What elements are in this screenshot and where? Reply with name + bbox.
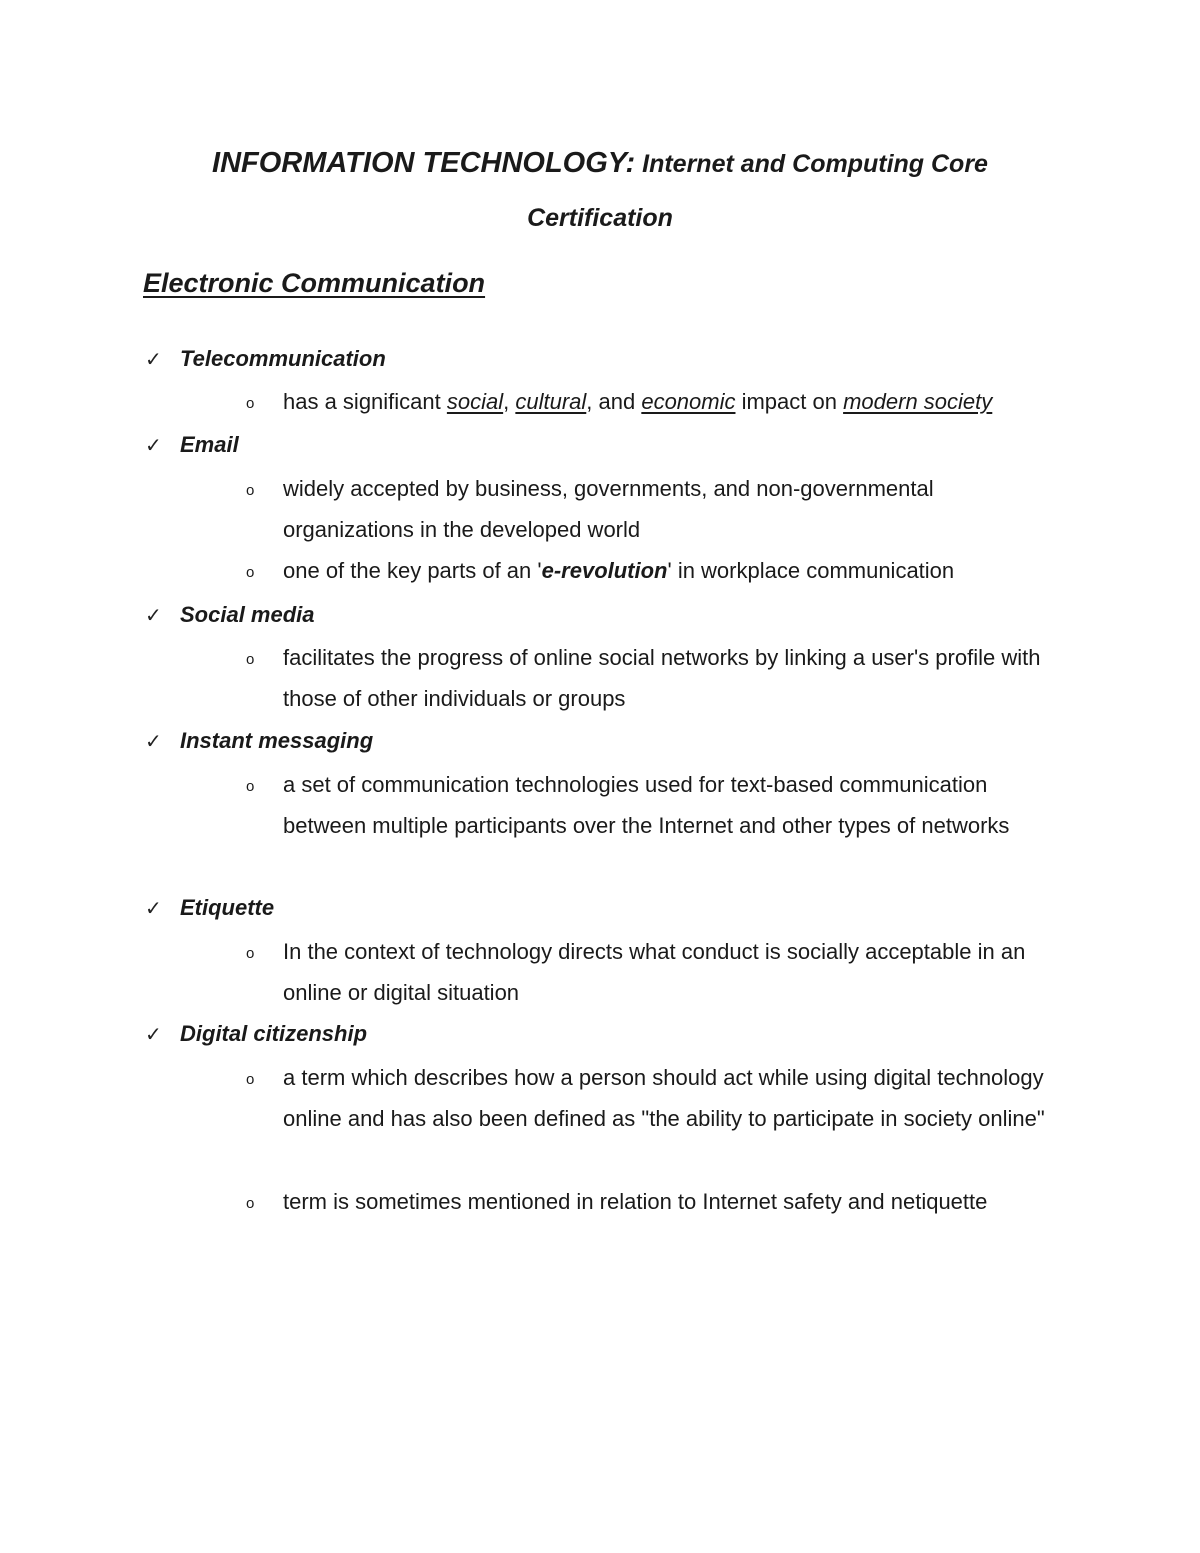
sub-item-text: a set of communication technologies used for text-based communication between multiple participants over the Internet and other types of networks (283, 772, 1010, 838)
item-label: Social media (180, 602, 315, 627)
sub-item-text: a term which describes how a person should act while using digital technology online and has also been defined as "the ability to participate in society online" (283, 1065, 1045, 1131)
title-main: INFORMATION TECHNOLOGY: (212, 147, 636, 179)
checkmark-icon: ✓ (145, 729, 162, 753)
circle-bullet-icon: o (246, 482, 255, 499)
section-heading: Electronic Communication (143, 268, 486, 298)
circle-bullet-icon: o (246, 1195, 255, 1212)
item-label: Telecommunication (180, 346, 386, 371)
circle-bullet-icon: o (246, 651, 255, 668)
underlined-term: economic (641, 389, 736, 414)
circle-bullet-icon: o (246, 778, 255, 795)
text-run: one of the key parts of an ' (283, 558, 542, 583)
circle-bullet-icon: o (246, 1071, 255, 1088)
sub-item-text (283, 551, 1063, 592)
item-label: Etiquette (180, 895, 275, 920)
text-run: has a significant (283, 389, 447, 414)
underlined-term: social (446, 389, 504, 414)
sub-item-text: In the context of technology directs what conduct is socially acceptable in an online or digital situation (283, 939, 1026, 1005)
sub-item-text (283, 382, 1063, 423)
text-run: , and (586, 389, 642, 414)
sub-item-text: term is sometimes mentioned in relation to Internet safety and netiquette (283, 1189, 988, 1214)
title-subtitle-line1: Internet and Computing Core (635, 150, 988, 178)
checkmark-icon: ✓ (145, 347, 162, 371)
underlined-term: modern society (843, 389, 993, 414)
sub-item-text: widely accepted by business, governments, and non-governmental organizations in the developed world (283, 476, 934, 542)
text-run: , (503, 389, 516, 414)
item-label: Email (180, 432, 239, 457)
document-title (150, 138, 1050, 243)
sub-item-text: facilitates the progress of online social networks by linking a user's profile with those of other individuals or groups (283, 645, 1041, 711)
circle-bullet-icon: o (246, 945, 255, 962)
title-subtitle-line2: Certification (527, 204, 673, 232)
checkmark-icon: ✓ (145, 1022, 162, 1046)
circle-bullet-icon: o (246, 395, 255, 412)
emphasized-term: e-revolution (541, 558, 668, 583)
item-label: Digital citizenship (180, 1021, 368, 1046)
text-run: impact on (735, 389, 844, 414)
checkmark-icon: ✓ (145, 896, 162, 920)
checkmark-icon: ✓ (145, 433, 162, 457)
underlined-term: cultural (515, 389, 587, 414)
checkmark-icon: ✓ (145, 603, 162, 627)
text-run: ' in workplace communication (667, 558, 955, 583)
circle-bullet-icon: o (246, 564, 255, 581)
item-label: Instant messaging (180, 728, 374, 753)
